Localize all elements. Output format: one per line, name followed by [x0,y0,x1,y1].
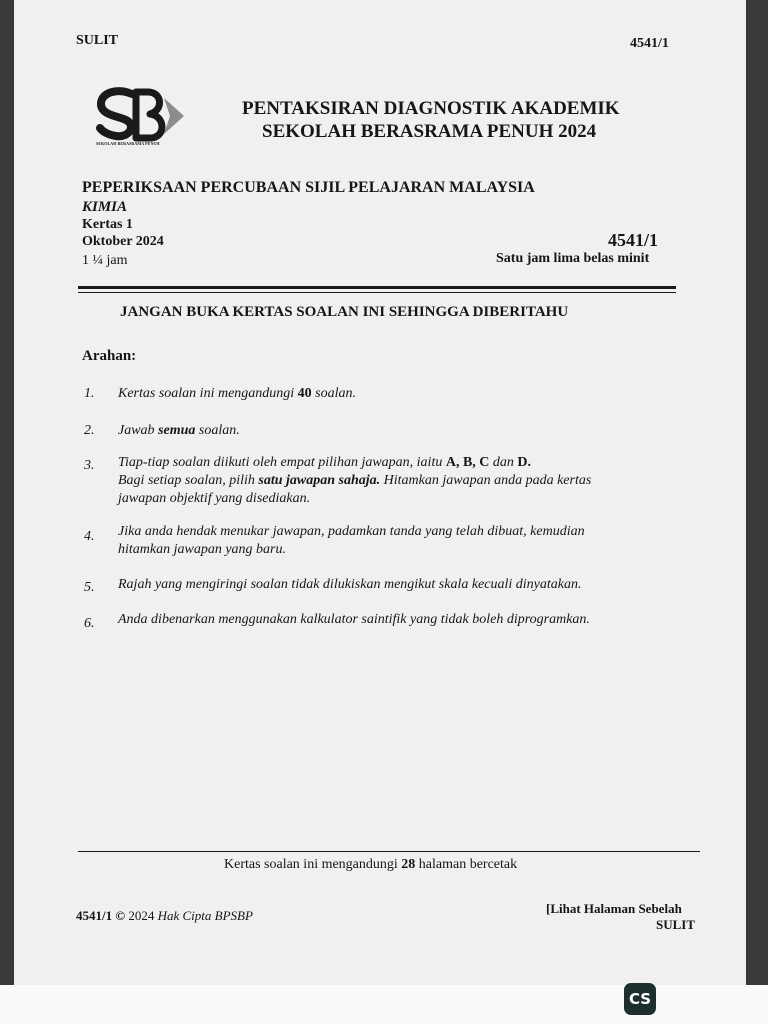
instruction-number: 5. [84,580,95,595]
instruction-item-5: Rajah yang mengiringi soalan tidak dilukiskan mengikut skala kecuali dinyatakan. [118,577,582,592]
instruction-item-4: Jika anda hendak menukar jawapan, padamkan tanda yang telah dibuat, kemudian hitamkan jawapan yang baru. [118,524,585,557]
instruction-number: 4. [84,529,95,544]
instruction-item-6: Anda dibenarkan menggunakan kalkulator saintifik yang tidak boleh diprogramkan. [118,612,590,627]
instruction-item-3: Tiap-tiap soalan diikuti oleh empat pilihan jawapan, iaitu A, B, C dan D. Bagi setiap soalan, pilih satu jawapan sahaja. Hitamkan jawapan anda pada kertas jawapan objektif yang disediakan. [118,455,592,506]
logo-caption: SEKOLAH BERASRAMA PENUH [96,141,160,146]
divider-thick [78,286,676,289]
exam-subject: KIMIA [82,199,128,215]
footer-classification: SULIT [656,917,696,932]
header-code: 4541/1 [630,36,669,51]
exam-name: PEPERIKSAAN PERCUBAAN SIJIL PELAJARAN MALAYSIA [82,179,535,196]
copyright-notice: 4541/1 © 2024 Hak Cipta BPSBP [76,908,253,923]
exam-code: 4541/1 [608,230,659,250]
exam-date: Oktober 2024 [82,234,164,249]
title-line-1: PENTAKSIRAN DIAGNOSTIK AKADEMIK [242,98,620,119]
instruction-number: 1. [84,386,95,401]
page-count-note: Kertas soalan ini mengandungi 28 halaman bercetak [224,857,518,872]
header-classification: SULIT [76,33,119,48]
warning-notice: JANGAN BUKA KERTAS SOALAN INI SEHINGGA DIBERITAHU [120,304,569,320]
exam-duration-short: 1 ¼ jam [82,253,128,268]
instruction-number: 6. [84,616,95,631]
next-page-note: [Lihat Halaman Sebelah [546,901,682,916]
divider-bottom [78,851,700,852]
exam-paper-number: Kertas 1 [82,217,133,232]
title-line-2: SEKOLAH BERASRAMA PENUH 2024 [262,121,597,142]
instruction-number: 2. [84,423,95,438]
instruction-number: 3. [84,458,95,473]
instruction-item-2: Jawab semua soalan. [118,423,240,438]
camscanner-badge[interactable]: CS [624,983,656,1015]
instruction-item-1: Kertas soalan ini mengandungi 40 soalan. [118,386,357,401]
divider-thin [78,292,676,293]
instructions-title: Arahan: [82,348,137,364]
exam-duration-long: Satu jam lima belas minit [496,251,650,266]
